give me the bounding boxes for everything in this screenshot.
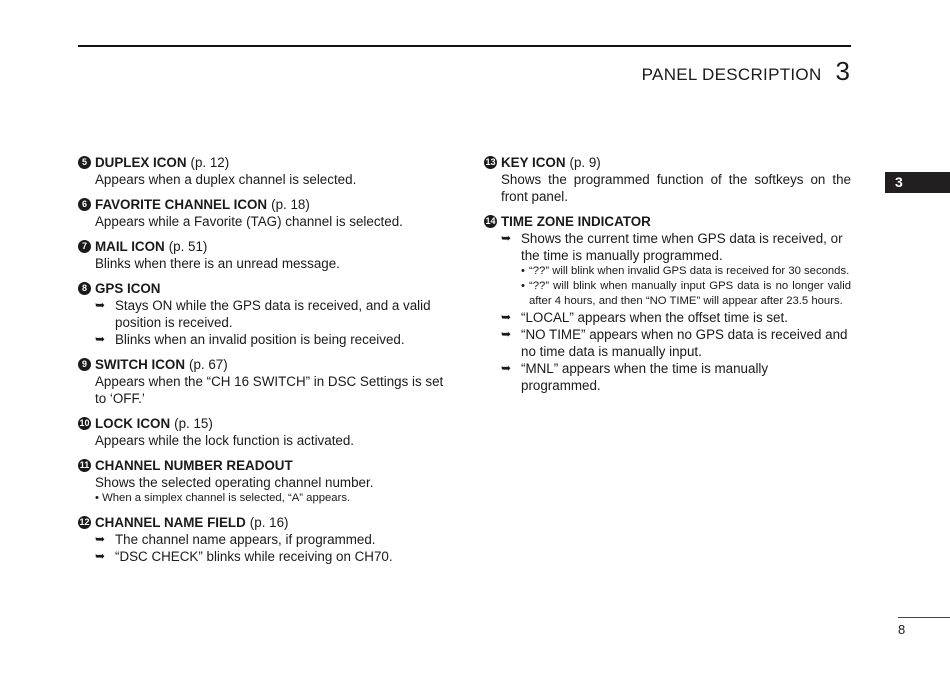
item-number-badge: 6 xyxy=(78,198,91,211)
item-time-zone-indicator xyxy=(484,213,851,394)
bullet-text: Blinks when an invalid position is being received. xyxy=(115,332,405,347)
bullet-line xyxy=(484,360,851,394)
item-lock-icon xyxy=(78,415,446,449)
item-title: GPS ICON xyxy=(95,281,161,296)
bullet-text: The channel name appears, if programmed. xyxy=(115,532,376,547)
item-body: Shows the selected operating channel number. xyxy=(95,475,374,490)
item-body: Appears when a duplex channel is selected. xyxy=(95,172,357,187)
item-note: • When a simplex channel is selected, “A” appears. xyxy=(95,492,351,504)
item-number-badge: 12 xyxy=(79,517,90,527)
item-key-icon xyxy=(484,154,851,205)
page-header xyxy=(642,56,850,87)
item-number-badge: 11 xyxy=(79,460,90,470)
item-duplex-icon xyxy=(78,154,446,188)
item-title: CHANNEL NAME FIELD xyxy=(95,515,246,530)
item-favorite-channel-icon xyxy=(78,196,446,230)
item-body: Blinks when there is an unread message. xyxy=(95,256,340,271)
item-gps-icon xyxy=(78,280,446,348)
left-column xyxy=(78,154,446,573)
item-number-badge: 5 xyxy=(78,156,91,169)
right-column xyxy=(484,154,851,402)
bullet-text: Shows the current time when GPS data is received, or the time is manually programmed. xyxy=(521,231,843,263)
item-mail-icon xyxy=(78,238,446,272)
footer-rule xyxy=(898,617,950,618)
chapter-number: 3 xyxy=(835,56,850,86)
bullet-text: Stays ON while the GPS data is received, and a valid position is received. xyxy=(115,298,431,330)
page-reference: (p. 12) xyxy=(190,155,230,170)
item-number-badge: 10 xyxy=(79,418,90,428)
page-reference: (p. 9) xyxy=(569,155,601,170)
sub-note-text: “??” will blink when manually input GPS data is no longer valid after 4 hours, and then “NO TIME” will appear after 23.5 hours. xyxy=(529,280,851,307)
item-number-badge: 9 xyxy=(78,358,91,371)
arrow-bullet-icon: ➥ xyxy=(95,549,106,563)
item-title: KEY ICON xyxy=(501,155,566,170)
bullet-line xyxy=(484,309,851,326)
arrow-bullet-icon: ➥ xyxy=(95,532,106,546)
bullet-text: “DSC CHECK” blinks while receiving on CH70. xyxy=(115,549,393,564)
header-rule xyxy=(78,45,851,47)
arrow-bullet-icon: ➥ xyxy=(95,298,106,312)
bullet-line xyxy=(484,230,851,264)
bullet-line xyxy=(484,326,851,360)
item-title: MAIL ICON xyxy=(95,239,165,254)
item-title: CHANNEL NUMBER READOUT xyxy=(95,458,293,473)
item-number-badge: 7 xyxy=(78,240,91,253)
sub-note-text: “??” will blink when invalid GPS data is received for 30 seconds. xyxy=(529,265,850,277)
page-reference: (p. 51) xyxy=(168,239,208,254)
arrow-bullet-icon: ➥ xyxy=(501,231,512,245)
item-body: Appears while a Favorite (TAG) channel is selected. xyxy=(95,214,403,229)
item-body: Appears when the “CH 16 SWITCH” in DSC Settings is set to ‘OFF.’ xyxy=(95,374,444,406)
bullet-line xyxy=(78,297,446,331)
chapter-tab: 3 xyxy=(885,172,950,193)
arrow-bullet-icon: ➥ xyxy=(501,310,512,324)
item-channel-number-readout xyxy=(78,457,446,506)
arrow-bullet-icon: ➥ xyxy=(95,332,106,346)
bullet-text: “NO TIME” appears when no GPS data is received and no time data is manually input. xyxy=(521,327,848,359)
sub-note xyxy=(484,279,851,309)
item-title: LOCK ICON xyxy=(95,416,171,431)
dot-bullet-icon: • xyxy=(521,280,525,292)
item-channel-name-field xyxy=(78,514,446,565)
item-title: TIME ZONE INDICATOR xyxy=(501,214,651,229)
page-number: 8 xyxy=(898,622,906,637)
sub-note xyxy=(484,264,851,279)
page-reference: (p. 15) xyxy=(174,416,213,431)
bullet-text: “LOCAL” appears when the offset time is set. xyxy=(521,310,788,325)
bullet-line xyxy=(78,331,446,348)
item-number-badge: 14 xyxy=(485,216,496,226)
item-body: Shows the programmed function of the softkeys on the front panel. xyxy=(501,172,851,204)
item-title: FAVORITE CHANNEL ICON xyxy=(95,197,268,212)
item-number-badge: 8 xyxy=(78,282,91,295)
page-reference: (p. 18) xyxy=(271,197,310,212)
section-title: PANEL DESCRIPTION xyxy=(641,65,822,84)
arrow-bullet-icon: ➥ xyxy=(501,327,512,341)
item-title: DUPLEX ICON xyxy=(95,155,187,170)
item-body: Appears while the lock function is activated. xyxy=(95,433,355,448)
bullet-text: “MNL” appears when the time is manually programmed. xyxy=(521,361,769,393)
page-reference: (p. 16) xyxy=(249,515,289,530)
page-reference: (p. 67) xyxy=(189,357,228,372)
bullet-line xyxy=(78,548,446,565)
arrow-bullet-icon: ➥ xyxy=(501,361,512,375)
bullet-line xyxy=(78,531,446,548)
item-number-badge: 13 xyxy=(485,157,496,167)
dot-bullet-icon: • xyxy=(521,265,525,277)
item-title: SWITCH ICON xyxy=(95,357,186,372)
item-switch-icon xyxy=(78,356,446,407)
